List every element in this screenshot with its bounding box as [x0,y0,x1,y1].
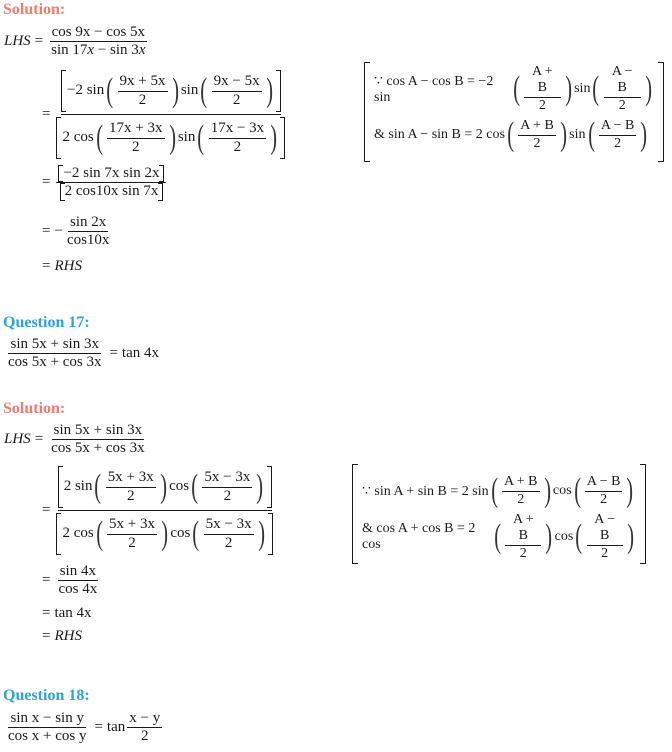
inner-num: A + B [505,512,541,545]
rhs-expression: tan 4x [121,345,159,362]
q17-step3: = $\frac{\sin 4x}{\cos 4x}$ [42,563,98,598]
q17-step4: = tan 4x [42,605,92,621]
identity-prefix: & cos A + cos B = 2 cos [362,521,476,552]
numerator: sin 5x + sin 3x [8,336,100,354]
identity-prefix: ∵ sin A + sin B = 2 sin [362,483,489,499]
fraction [49,24,147,60]
denominator: 2 cos10x sin 7x [60,183,164,200]
inner-den: 2 [132,138,140,155]
q16-step4: = − $\frac{\sin 2x}{\cos 10x}$ [42,214,110,249]
inner-den: 2 [223,487,232,504]
identity-prefix: & sin A − sin B = 2 cos [374,127,505,142]
inner-den: 2 [618,97,626,113]
inner-den: 2 [601,545,609,561]
numerator: sin 4x [58,563,98,581]
inner-num: A + B [502,474,540,491]
inner-num: 9x + 5x [118,73,168,91]
coefficient: 2 cos [62,525,94,542]
identity-note: ∵ sin A + sin B = 2 sin ( $\frac{A + B}{2}$ ) cos ( $\frac{A - B}{2}$ ) & cos A + cos B = 2 cos ( $\frac{A + B}{2}$ ) cos ( $\frac{A - B}{2}$ ) [352,464,646,564]
mid-func: sin [177,129,196,146]
minus-sign: − [54,223,63,240]
denominator: cos10x [66,232,110,249]
numerator: sin 2x [68,214,108,232]
mid-func: sin [569,127,586,142]
numerator: sin 5x + sin 3x [52,422,144,440]
lhs-label: LHS [4,33,31,50]
denominator: cos 5x + cos 3x [51,440,145,457]
question-heading: Question 18: [3,687,90,704]
q16-step2: = −2 sin ( $\frac{9x + 5x}{2}$ ) sin ( $\frac{9x - 5x}{2}$ ) 2 cos ( $\frac{17x + 3x}{2}$ ) sin ( $\frac{17x - 3x}{2}$ ) [38,68,287,161]
q16-lhs-step1 [4,24,149,60]
inner-den: 2 [233,138,242,155]
inner-num: 17x − 3x [209,120,266,138]
q16-step3: = $\frac{\text{−2 sin 7x sin 2x}}{\text{2 cos10x sin 7x}}$ [38,165,168,201]
mid-func: cos [169,478,190,495]
inner-den: 2 [127,487,135,504]
inner-num: 5x − 3x [204,516,254,534]
rhs-label: RHS [54,628,82,644]
inner-den: 2 [128,534,136,551]
inner-den: 2 [519,545,527,561]
numerator: x − y [127,710,162,728]
inner-den: 2 [614,135,622,151]
inner-num: 5x − 3x [202,469,252,487]
mid-func: sin [574,81,591,96]
equals-sign: = [34,33,44,50]
denominator: cos 5x + cos 3x [8,354,102,371]
big-fraction: −2 sin ( $\frac{9x + 5x}{2}$ ) sin ( $\frac{9x - 5x}{2}$ ) 2 cos ( $\frac{17x + 3x}{2}$ ) sin ( $\frac{17x - 3x}{2}$ ) [56,68,285,161]
mid-func: cos [554,529,574,544]
solution-heading: Solution: [3,400,66,417]
inner-num: 5x + 3x [106,469,156,487]
rhs-label: RHS [54,258,82,274]
inner-num: A − B [604,64,641,97]
inner-den: 2 [600,491,608,507]
inner-den: 2 [138,91,147,108]
q17-statement: $\frac{\sin 5x + \sin 3x}{\cos 5x + \cos 3x}$ = tan 4x [8,336,159,371]
inner-num: 5x + 3x [107,516,157,534]
lhs-label: LHS [4,431,31,448]
denominator: cos 4x [58,581,98,598]
denominator: sin 17x − sin 3x [51,42,146,59]
mid-func: cos [170,525,191,542]
inner-num: A + B [524,64,561,97]
q16-result: = RHS [42,258,82,274]
tan-label: tan [106,719,126,736]
coefficient: 2 sin [63,478,93,495]
mid-func: cos [552,483,572,498]
mid-func: sin [180,82,199,99]
q17-step2: = 2 sin ( $\frac{5x + 3x}{2}$ ) cos ( $\frac{5x - 3x}{2}$ ) 2 cos ( $\frac{5x + 3x}{2}$ ) cos ( $\frac{5x - 3x}{2}$ ) [38,464,275,557]
numerator: −2 sin 7x sin 2x [58,165,164,182]
q17-lhs-step1: LHS = $\frac{\sin 5x + \sin 3x}{\cos 5x + \cos 3x}$ [4,422,145,457]
denominator: cos x + cos y [8,728,87,745]
denominator: 2 [140,728,149,745]
numerator: cos 9x − cos 5x [50,24,147,42]
inner-den: 2 [538,97,546,113]
inner-num: 9x − 5x [212,73,262,91]
inner-num: A − B [599,118,637,135]
coefficient: −2 sin [66,82,105,99]
identity-note: ∵ cos A − cos B = −2 sin ( $\frac{A + B}{2}$ ) sin ( $\frac{A - B}{2}$ ) & sin A − sin B = 2 cos ( $\frac{A + B}{2}$ ) sin ( $\frac{A - B}{2}$ ) [364,62,664,162]
tan-expression: tan 4x [54,605,92,621]
inner-num: A + B [518,118,556,135]
identity-prefix: ∵ cos A − cos B = −2 sin [374,73,494,105]
inner-den: 2 [517,491,525,507]
inner-den: 2 [224,534,233,551]
inner-num: 17x + 3x [107,120,164,138]
inner-den: 2 [533,135,541,151]
question-heading: Question 17: [3,314,90,331]
inner-num: A − B [585,474,623,491]
inner-den: 2 [232,91,241,108]
solution-heading: Solution: [3,1,66,18]
coefficient: 2 cos [62,129,94,146]
q18-statement: $\frac{\text{sin x − sin y}}{\text{cos x + cos y}}$ = tan $\frac{x - y}{2}$ [8,710,161,745]
q17-result: = RHS [42,628,82,644]
numerator: sin x − sin y [8,710,85,728]
inner-num: A − B [587,512,623,545]
